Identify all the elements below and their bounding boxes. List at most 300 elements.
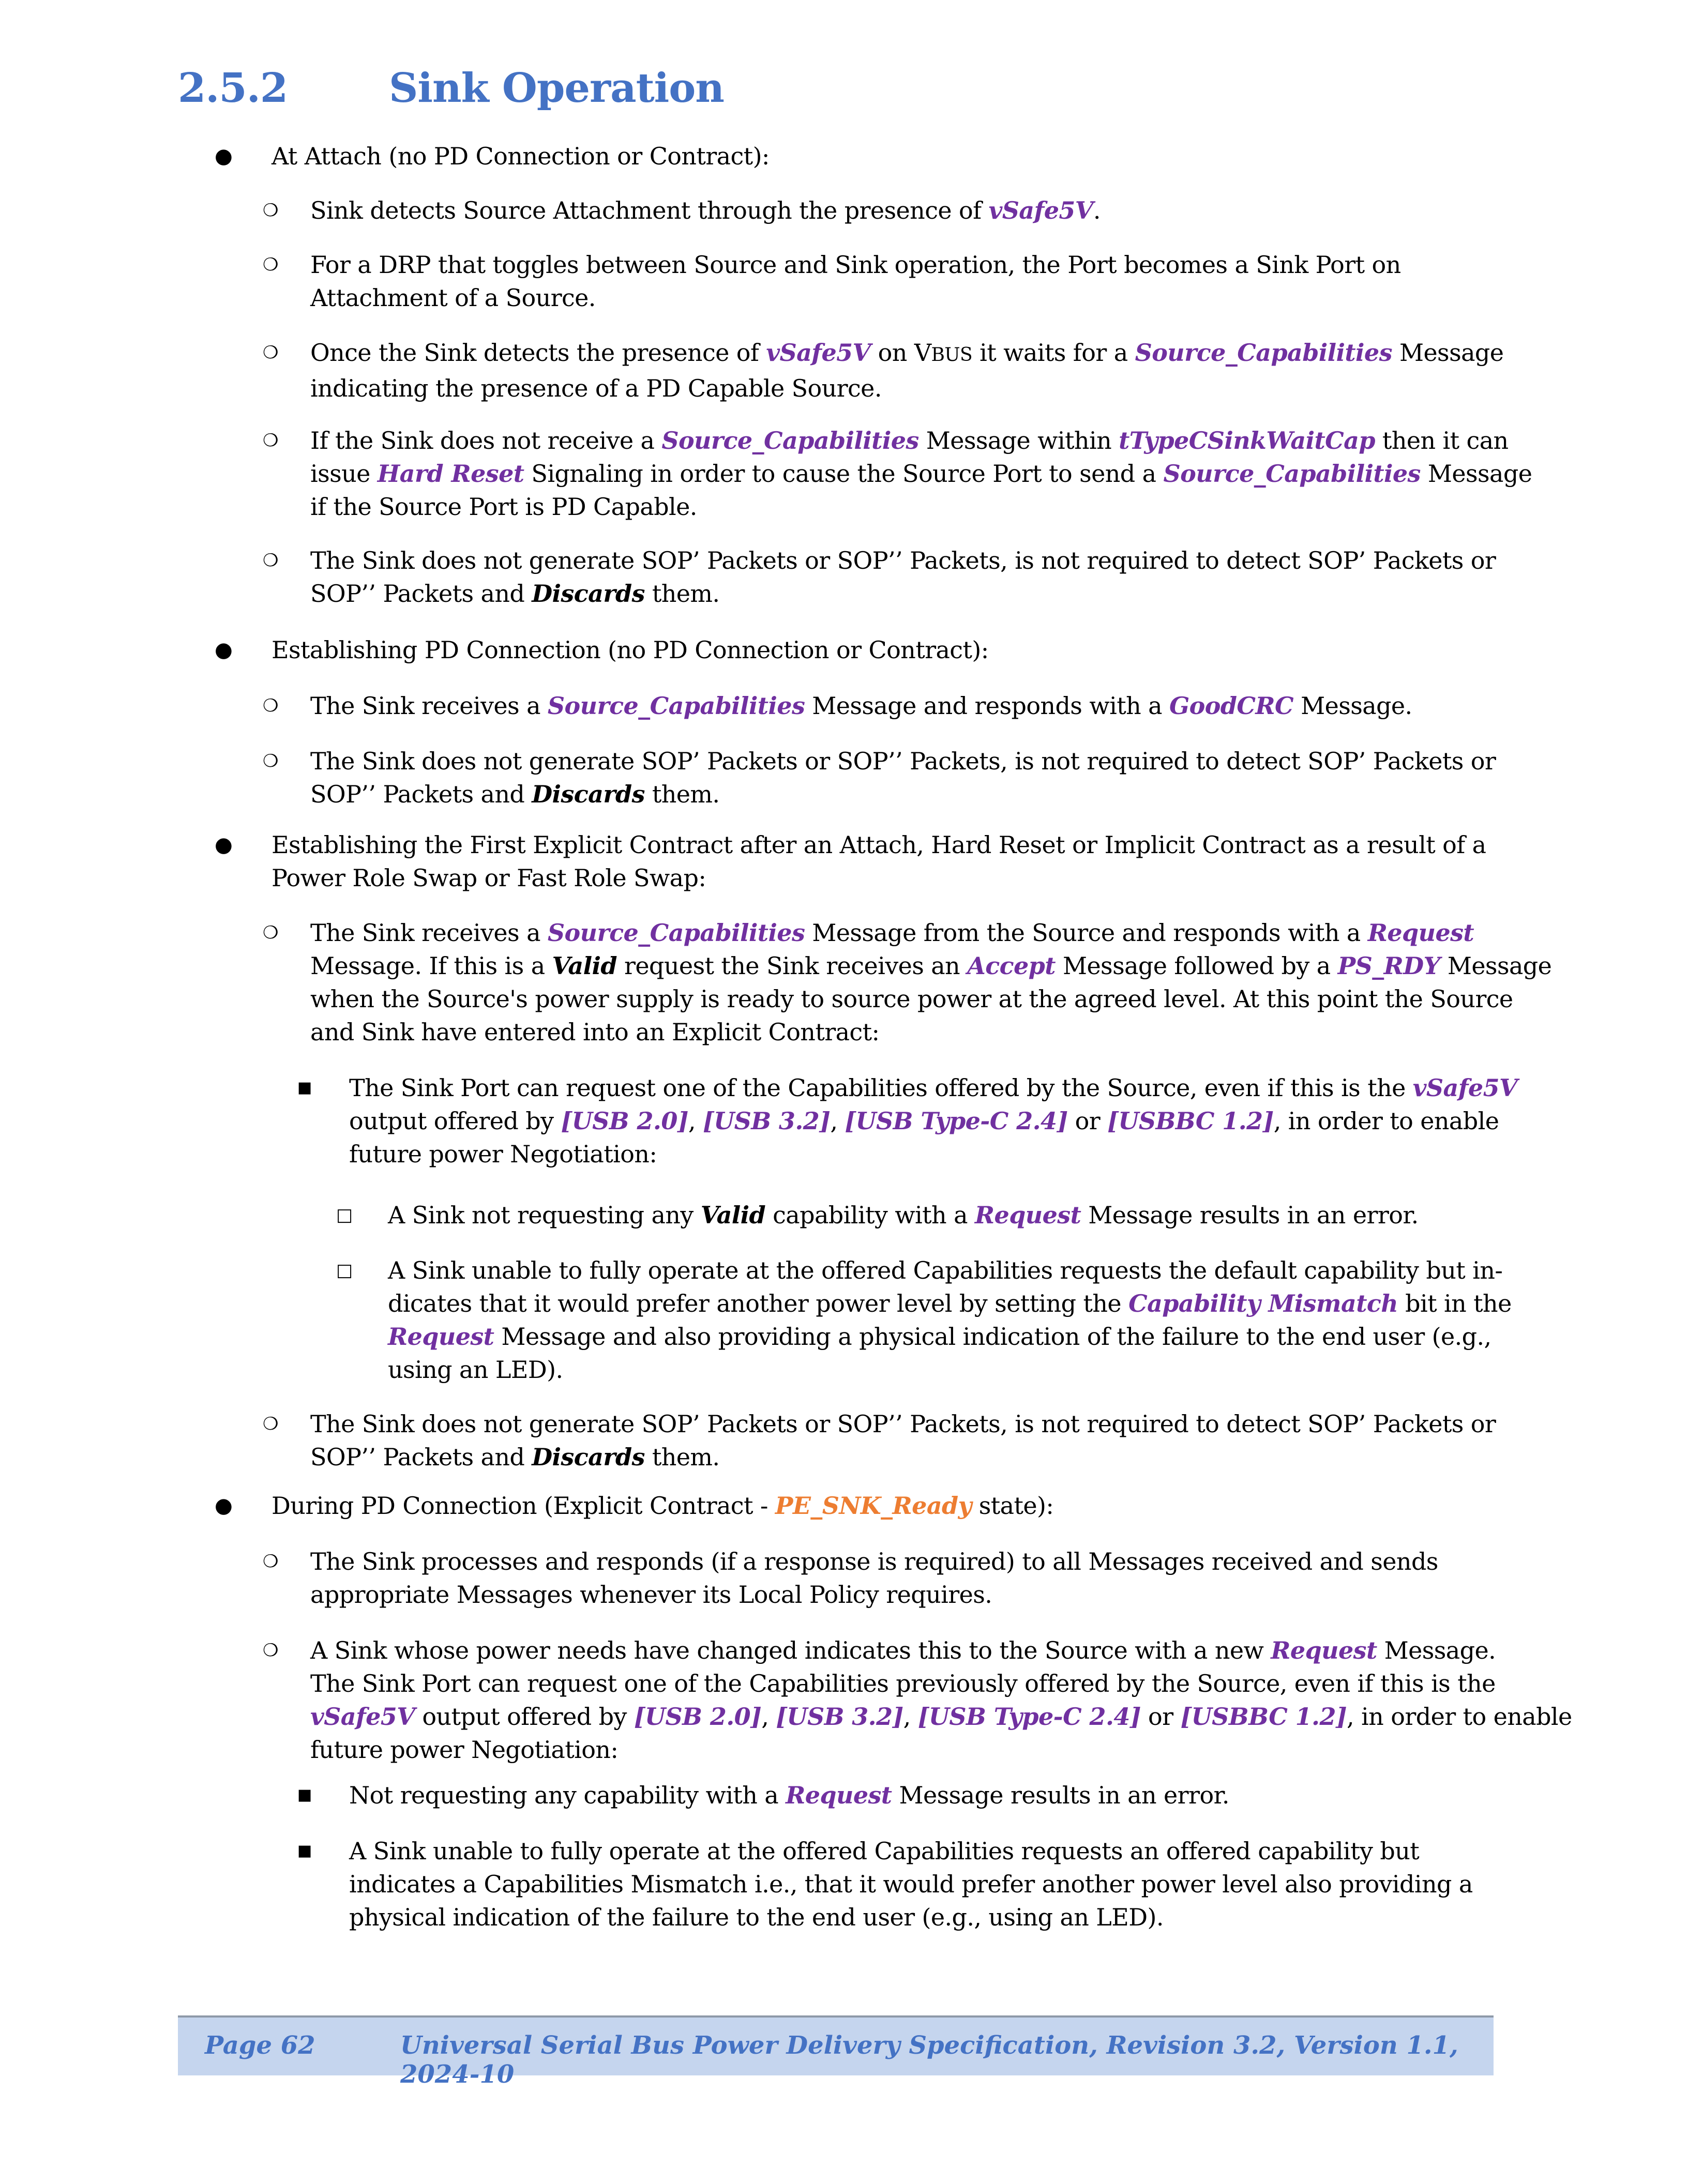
text-run: SOP’ Packet [1307, 547, 1452, 574]
text-run: (no [600, 636, 653, 664]
text-run: dicates that it would prefer another power level by setting the [388, 1290, 1129, 1317]
text-run: s or [786, 747, 837, 775]
text-run: Sink Port [361, 1670, 471, 1697]
text-run: not requesting any [464, 1201, 701, 1229]
bullet-dot-icon: ● [215, 144, 233, 168]
text-run: Sink [412, 1201, 464, 1229]
text-run [805, 919, 812, 947]
text-run: to send a [1042, 460, 1164, 488]
text-run: followed by a [1167, 952, 1338, 980]
text-run: of a [447, 284, 506, 312]
text-run: (no [381, 142, 434, 170]
text-run: Discards [532, 580, 645, 608]
text-run: Establishing [272, 636, 425, 664]
bullet-square-icon: ■ [297, 1786, 312, 1804]
text-run: Sink [334, 1636, 387, 1664]
text-run: Sink [835, 251, 887, 279]
text-run: The [310, 919, 362, 947]
text-run: , [830, 1107, 845, 1135]
text-run: with a new [1127, 1636, 1271, 1664]
cross-reference-link[interactable]: Accept [967, 952, 1056, 980]
text-run: Message [1062, 952, 1167, 980]
text-run: The [310, 1548, 362, 1575]
text-run: s and [461, 1443, 532, 1471]
text-run: does not generate [414, 1410, 642, 1438]
text-run: Message [926, 427, 1031, 454]
text-run: Sink [361, 1018, 414, 1046]
bullet-circle-icon: ❍ [263, 550, 278, 571]
section-title: Sink Operation [389, 65, 725, 112]
text-run: PD Connection [433, 142, 610, 170]
text-run: s or [1451, 1410, 1496, 1438]
bullet-square-icon: ■ [297, 1079, 312, 1097]
text-run: : [698, 864, 706, 892]
text-run: . [588, 284, 596, 312]
text-run: or [1065, 831, 1105, 859]
text-run: can request one of the [509, 1074, 788, 1102]
text-run: : [871, 1018, 880, 1046]
cross-reference-link[interactable]: Source_Capabilities [661, 427, 919, 454]
cross-reference-link[interactable]: tTypeCSinkWaitCap [1119, 427, 1375, 454]
text-run: . [689, 493, 697, 521]
text-run: s and [461, 580, 532, 608]
bullet-circle-icon: ❍ [263, 751, 278, 771]
cross-reference-link[interactable]: [USB Type-C 2.4] [917, 1703, 1141, 1731]
list-item-level-2 [263, 1545, 1438, 1611]
text-run: Sink [361, 1410, 415, 1438]
text-run: Once the [310, 339, 424, 367]
cross-reference-link[interactable]: [USB 2.0] [561, 1107, 688, 1135]
list-item-level-3 [297, 1834, 1473, 1934]
text-run: Explicit Contract [672, 1018, 872, 1046]
list-item-level-2 [263, 1634, 1572, 1766]
text-run: have entered into an [414, 1018, 672, 1046]
text-run: and [310, 1018, 361, 1046]
text-run: s or [786, 1410, 837, 1438]
text-run [524, 460, 531, 488]
text-run: or [828, 636, 869, 664]
text-run: The [310, 1670, 362, 1697]
section-number: 2.5.2 [178, 65, 288, 112]
text-run: s received and sends [1192, 1548, 1438, 1575]
bullet-circle-icon: ❍ [263, 254, 278, 275]
cross-reference-link[interactable]: Request [1271, 1636, 1377, 1664]
text-run [1440, 952, 1448, 980]
cross-reference-link[interactable]: PS_RDY [1337, 952, 1440, 980]
text-run: s or [1451, 747, 1496, 775]
text-run: , [916, 831, 931, 859]
text-run: Sink [412, 1256, 464, 1284]
text-run: SOP’’ Packet [837, 1410, 989, 1438]
text-run: within [1030, 427, 1119, 454]
text-run: future power [349, 1140, 510, 1168]
text-run: Port [1067, 251, 1117, 279]
text-run: Message [1088, 1548, 1193, 1575]
text-run: V [914, 339, 931, 367]
text-run: Message [1399, 339, 1504, 367]
text-run: The [310, 547, 362, 574]
text-run: - [752, 1492, 775, 1520]
text-run: Discards [532, 1443, 645, 1471]
text-run: offered by the [927, 1074, 1107, 1102]
list-item-level-4 [336, 1199, 1419, 1232]
text-run: state): [971, 1492, 1054, 1520]
text-run: PD Connection [360, 1492, 537, 1520]
text-run: and [776, 251, 835, 279]
cross-reference-link[interactable]: Capability Mismatch [1128, 1290, 1398, 1317]
text-run: Sink [361, 692, 415, 720]
list-item-level-2 [263, 248, 1401, 314]
cross-reference-link[interactable]: [USBBC 1.2] [1180, 1703, 1347, 1731]
text-run: output offered by [415, 1703, 634, 1731]
text-run: Message [812, 692, 916, 720]
text-run: Fast Role Swap [517, 864, 699, 892]
text-run: Source [694, 251, 777, 279]
text-run: . [1488, 1636, 1496, 1664]
text-run: , [903, 1703, 918, 1731]
text-run: Sink [361, 919, 415, 947]
cross-reference-link[interactable]: Source_Capabilities [547, 692, 805, 720]
text-run: Message [1301, 692, 1405, 720]
text-run: previously offered by the [888, 1670, 1197, 1697]
text-run [805, 692, 812, 720]
bullet-circle-icon: ❍ [263, 1414, 278, 1434]
text-run: request the [616, 952, 766, 980]
cross-reference-link[interactable]: Request [974, 1201, 1081, 1229]
text-run: as a result of a [1305, 831, 1486, 859]
text-run: Sink [310, 196, 363, 224]
text-run: The [310, 1410, 362, 1438]
text-run: becomes a [1117, 251, 1256, 279]
text-run: Source [1032, 919, 1115, 947]
text-run: SOP’’ Packet [837, 747, 989, 775]
text-run: Sink [373, 1837, 426, 1865]
text-run: Sink Port [400, 1074, 509, 1102]
text-run: , in order to enable [1273, 1107, 1499, 1135]
text-run: , even if this is the [1279, 1670, 1496, 1697]
text-run: physical indication of the failure to the end user (e.g., using an LED). [349, 1903, 1164, 1931]
text-run [1421, 460, 1428, 488]
text-run: SOP’ Packet [641, 747, 786, 775]
text-run: . If this is a [414, 952, 552, 980]
bullet-dot-icon: ● [215, 833, 233, 857]
text-run: on [870, 339, 914, 367]
text-run: Discards [532, 780, 645, 808]
text-run: s, is not required to detect [988, 1410, 1308, 1438]
text-run: 's power supply is ready to source power at the agreed level. At this point the [509, 985, 1430, 1013]
text-run: detects [363, 196, 463, 224]
text-run: using an LED). [388, 1356, 563, 1384]
list-item-level-1 [215, 633, 989, 666]
text-run: Capabilities [788, 1074, 928, 1102]
text-run: Valid [552, 952, 617, 980]
text-run: can request one of the [470, 1670, 749, 1697]
bullet-dot-icon: ● [215, 638, 233, 662]
text-run: requests the default capability but in- [1052, 1256, 1503, 1284]
text-run: SOP’ Packet [641, 547, 786, 574]
text-run: During [272, 1492, 361, 1520]
text-run: if the [310, 493, 379, 521]
text-run: Source Port [902, 460, 1042, 488]
text-run: Establishing the [272, 831, 470, 859]
text-run: . [1405, 692, 1412, 720]
text-run: from the [916, 919, 1032, 947]
text-run: unable to fully operate at the offered [464, 1256, 913, 1284]
text-run: A [388, 1256, 412, 1284]
list-item-level-2 [263, 916, 1552, 1049]
cross-reference-link[interactable]: Source_Capabilities [1163, 460, 1421, 488]
bullet-dot-icon: ● [215, 1494, 233, 1518]
text-run: Message [456, 1581, 561, 1609]
text-run: A [349, 1837, 373, 1865]
text-run: Message [1447, 952, 1552, 980]
text-run: when the [310, 985, 427, 1013]
text-run: SOP’’ Packet [310, 580, 462, 608]
list-item-level-2 [263, 424, 1532, 523]
text-run: them. [644, 580, 720, 608]
text-run: operation, the [887, 251, 1068, 279]
text-run: A [388, 1201, 412, 1229]
cross-reference-link[interactable]: Request [388, 1323, 494, 1351]
cross-reference-link[interactable]: Source_Capabilities [547, 919, 805, 947]
bullet-open-square-icon: □ [336, 1260, 353, 1281]
cross-reference-link[interactable]: vSafe5V [988, 196, 1093, 224]
list-item-level-1 [215, 140, 770, 173]
text-run: Power Role Swap [272, 864, 477, 892]
text-run: , [761, 1703, 776, 1731]
text-run: requests an offered capability but [1014, 1837, 1420, 1865]
list-item-level-2 [263, 194, 1101, 227]
cross-reference-link[interactable]: GoodCRC [1169, 692, 1294, 720]
cross-reference-link[interactable]: vSafe5V [310, 1703, 415, 1731]
text-run: Message [899, 1781, 1003, 1809]
text-run: future power [310, 1736, 472, 1764]
text-run: Attach [304, 142, 382, 170]
bullet-circle-icon: ❍ [263, 200, 278, 221]
text-run: : [610, 1736, 619, 1764]
text-run: Hard Reset [931, 831, 1065, 859]
state-reference-link[interactable]: PE_SNK_Ready [775, 1492, 972, 1520]
list-item-level-2 [263, 336, 1504, 405]
text-run: it waits for a [972, 339, 1135, 367]
text-run: Negotiation [471, 1736, 611, 1764]
text-run: and responds with a [916, 692, 1169, 720]
page-footer [178, 2015, 1494, 2089]
text-run: s, is not required to detect [988, 747, 1308, 775]
text-run: in order to cause the [643, 460, 903, 488]
bullet-open-square-icon: □ [336, 1205, 353, 1225]
text-run: i.e., that it would prefer another power level also providing a [747, 1870, 1473, 1898]
bullet-circle-icon: ❍ [263, 430, 278, 451]
text-run [1293, 692, 1301, 720]
text-run: Message [812, 919, 916, 947]
text-run: Source Port [379, 493, 518, 521]
text-run: output offered by [349, 1107, 561, 1135]
text-run: , [688, 1107, 703, 1135]
text-run: PD Capable Source [646, 374, 875, 402]
text-run: or [1140, 1703, 1181, 1731]
text-run: and responds with a [1114, 919, 1368, 947]
text-run: on [1364, 251, 1401, 279]
text-run: The [349, 1074, 401, 1102]
text-run: Sink [766, 952, 819, 980]
text-run: Message [1427, 460, 1532, 488]
text-run: ): [972, 636, 989, 664]
cross-reference-link[interactable]: Request [1367, 919, 1474, 947]
text-run: DRP [379, 251, 431, 279]
cross-reference-link[interactable]: vSafe5V [766, 339, 871, 367]
text-run: and also providing a physical indication of the failure to the end user (e.g., [605, 1323, 1491, 1351]
text-run: Source Attachment [463, 196, 690, 224]
text-run: Attachment [310, 284, 448, 312]
text-run: . [1093, 196, 1101, 224]
text-run: SOP’ Packet [1307, 1410, 1452, 1438]
text-run: s whenever its [561, 1581, 739, 1609]
text-run: processes and responds (if a response is required) to all [414, 1548, 1089, 1575]
text-run: Not requesting any capability with a [349, 1781, 786, 1809]
text-run: them. [644, 780, 720, 808]
footer-page-number: Page 62 [205, 2031, 315, 2060]
text-run: SOP’’ Packet [310, 780, 462, 808]
list-item-level-1 [215, 828, 1486, 894]
cross-reference-link[interactable]: [USB 3.2] [776, 1703, 903, 1731]
list-item-level-2 [263, 1407, 1496, 1474]
text-run: Sink [361, 1548, 415, 1575]
cross-reference-link[interactable]: [USBBC 1.2] [1107, 1107, 1274, 1135]
text-run: bit in the [1398, 1290, 1512, 1317]
text-run: s and [461, 780, 532, 808]
bullet-circle-icon: ❍ [263, 342, 278, 363]
cross-reference-link[interactable]: [USB 3.2] [702, 1107, 831, 1135]
text-run: Message [310, 952, 415, 980]
text-run [919, 427, 926, 454]
text-run: Sink [361, 747, 415, 775]
bullet-circle-icon: ❍ [263, 922, 278, 943]
text-run: does not receive a [432, 427, 662, 454]
text-run: BUS [931, 344, 973, 366]
text-run: Attach [839, 831, 917, 859]
text-run: requires. [879, 1581, 992, 1609]
bullet-circle-icon: ❍ [263, 1551, 278, 1572]
text-run: , even if this is the [1189, 1074, 1413, 1102]
text-run: does not generate [414, 547, 642, 574]
text-run: them. [644, 1443, 720, 1471]
cross-reference-link[interactable]: [USB 2.0] [634, 1703, 762, 1731]
text-run: Sink [424, 339, 476, 367]
text-run: Source [1044, 1636, 1128, 1664]
text-run: Source [427, 985, 510, 1013]
text-run: or [477, 864, 517, 892]
text-run: Capabilities [749, 1670, 889, 1697]
text-run: Source [1430, 985, 1513, 1013]
text-run: Local Policy [738, 1581, 879, 1609]
text-run: unable to fully operate at the offered [425, 1837, 875, 1865]
text-run [494, 1323, 501, 1351]
bullet-circle-icon: ❍ [263, 1640, 278, 1661]
text-run: receives an [819, 952, 968, 980]
text-run [892, 1781, 899, 1809]
text-run: does not generate [414, 747, 642, 775]
text-run: For a [310, 251, 379, 279]
text-run: Sink [380, 427, 433, 454]
text-run: Explicit Contract [553, 1492, 753, 1520]
text-run: SOP’’ Packet [310, 1443, 462, 1471]
text-run: whose power needs have changed indicates this to the [386, 1636, 1045, 1664]
text-run [1377, 1636, 1384, 1664]
text-run: Message [1384, 1636, 1489, 1664]
text-run: . [874, 374, 882, 402]
list-item-level-2 [263, 544, 1496, 610]
text-run: receives a [414, 692, 548, 720]
text-run: Capabilities [874, 1837, 1014, 1865]
text-run [1081, 1201, 1088, 1229]
text-run: SOP’’ Packet [837, 547, 989, 574]
text-run: s, is not required to detect [988, 547, 1308, 574]
text-run: indicating the presence of a [310, 374, 646, 402]
text-run: after an [732, 831, 840, 859]
text-run: appropriate [310, 1581, 457, 1609]
text-run: : [649, 1140, 657, 1168]
text-run: indicates a [349, 1870, 484, 1898]
text-run: through the presence of [690, 196, 989, 224]
bullet-circle-icon: ❍ [263, 695, 278, 716]
cross-reference-link[interactable]: Hard Reset [377, 460, 524, 488]
cross-reference-link[interactable]: [USB Type-C 2.4] [845, 1107, 1068, 1135]
text-run: First Explicit Contract [470, 831, 733, 859]
text-run: or [1067, 1107, 1108, 1135]
text-run: Source [505, 284, 589, 312]
text-run: The [310, 692, 362, 720]
text-run: Source [1197, 1670, 1280, 1697]
text-run: then it can [1375, 427, 1509, 454]
text-run: Capabilities [913, 1256, 1053, 1284]
text-run: results in an error. [1192, 1201, 1419, 1229]
text-run: s or [786, 547, 837, 574]
text-run: s or [1451, 547, 1496, 574]
text-run: Valid [700, 1201, 766, 1229]
text-run: ): [752, 142, 770, 170]
text-run: receives a [414, 919, 548, 947]
list-item-level-3 [297, 1071, 1518, 1171]
section-heading [178, 65, 724, 112]
footer-document-title: Universal Serial Bus Power Delivery Specification, Revision 3.2, Version 1.1, 2024-10 [400, 2031, 1458, 2089]
text-run: Sink Port [1256, 251, 1365, 279]
text-run: Signaling [531, 460, 643, 488]
cross-reference-link[interactable]: Request [786, 1781, 892, 1809]
text-run: Message [501, 1323, 606, 1351]
text-run: SOP’ Packet [641, 1410, 786, 1438]
bullet-square-icon: ■ [297, 1842, 312, 1860]
text-run: capability with a [765, 1201, 975, 1229]
cross-reference-link[interactable]: vSafe5V [1412, 1074, 1518, 1102]
text-run: The [310, 747, 362, 775]
text-run: Negotiation [510, 1140, 650, 1168]
text-run: results in an error. [1003, 1781, 1229, 1809]
text-run: issue [310, 460, 378, 488]
cross-reference-link[interactable]: Source_Capabilities [1135, 339, 1392, 367]
text-run: A [310, 1636, 335, 1664]
text-run: that toggles between [430, 251, 694, 279]
text-run: ( [537, 1492, 553, 1520]
text-run: If the [310, 427, 381, 454]
text-run: PD Connection [653, 636, 829, 664]
list-item-level-1 [215, 1489, 1054, 1522]
text-run: SOP’ Packet [1307, 747, 1452, 775]
text-run: or [610, 142, 650, 170]
text-run: Contract [868, 636, 972, 664]
list-item-level-3 [297, 1779, 1229, 1812]
text-run: Message [1088, 1201, 1193, 1229]
